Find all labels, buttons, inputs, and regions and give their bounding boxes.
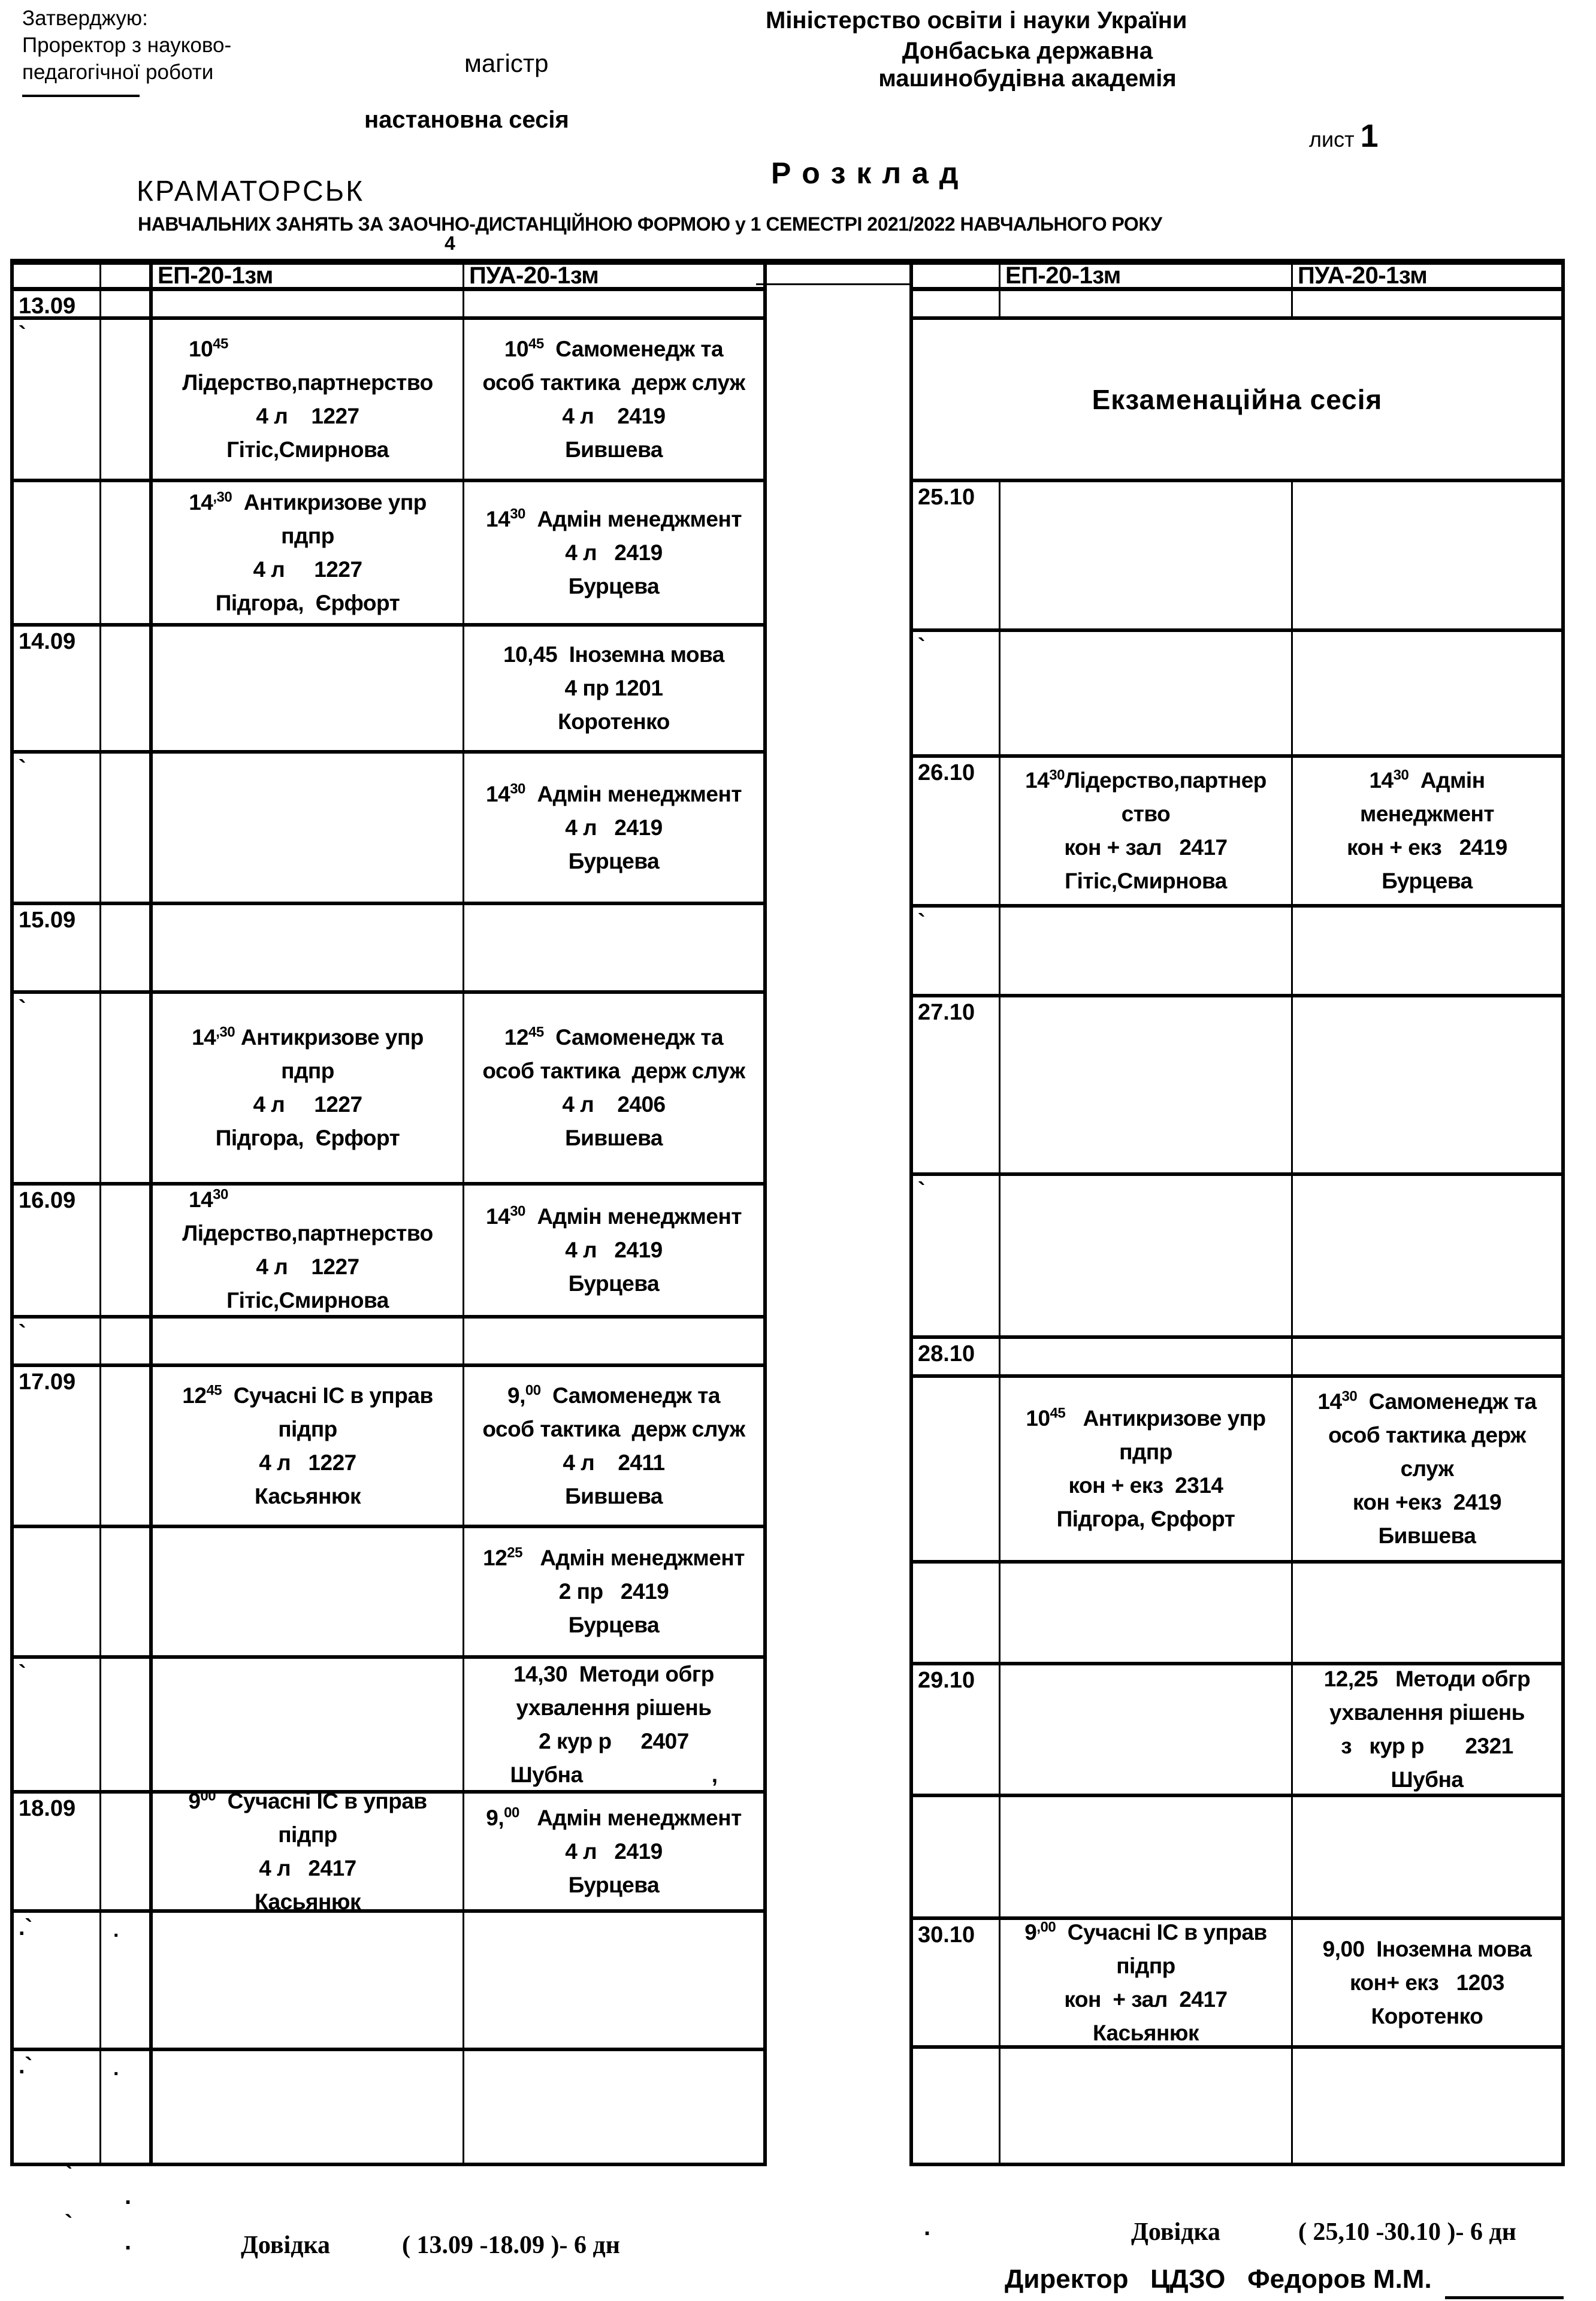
lesson-line: кон + зал 2417 xyxy=(1064,835,1228,860)
lesson-line: особ тактика держ служ xyxy=(482,1059,745,1083)
lesson-cell-pua xyxy=(464,291,763,316)
lesson-cell-pua xyxy=(1293,1797,1561,1916)
lesson-line: $14^{30}$ Адмін менеджмент xyxy=(486,506,742,531)
table-row xyxy=(913,758,1561,908)
lesson-line: ухвалення рішень xyxy=(516,1695,712,1720)
lesson-line: ухвалення рішень xyxy=(1329,1700,1525,1725)
table-row xyxy=(913,1339,1561,1378)
lesson-line: 4 л 1227 xyxy=(256,1254,359,1279)
lesson-line: $14^{,30}$ Антикризове упр xyxy=(192,1024,424,1050)
table-row xyxy=(14,320,763,482)
table-row xyxy=(913,1797,1561,1920)
lesson-line: Бурцева xyxy=(568,573,660,598)
table-header-row xyxy=(913,262,1561,291)
lesson-line: 10,45 Іноземна мова xyxy=(503,642,724,667)
date-cell xyxy=(913,1797,1000,1916)
lesson-cell-ep xyxy=(153,482,464,623)
table-row xyxy=(14,627,763,754)
academy-line: машинобудівна академія xyxy=(878,65,1177,92)
spacer-cell xyxy=(101,627,153,750)
lesson-cell-ep xyxy=(1000,758,1293,904)
lesson-cell-ep xyxy=(153,1186,464,1315)
session-type-label: настановна сесія xyxy=(364,107,569,133)
time-superscript: 45 xyxy=(213,335,228,352)
lesson-line: 9,00 Іноземна мова xyxy=(1322,1936,1532,1961)
approval-block xyxy=(22,5,231,86)
lesson-line: кон+ екз 1203 xyxy=(1349,1970,1504,1995)
lesson-cell-pua xyxy=(464,1913,763,2048)
lesson-line: Бурцева xyxy=(568,1613,660,1637)
lesson-line: 4 л 2419 xyxy=(562,403,666,428)
lesson-cell-pua xyxy=(1293,1339,1561,1374)
lesson-line: $10^{45}$ Самоменедж та xyxy=(504,335,724,361)
lesson-line: 2 кур р 2407 xyxy=(539,1728,689,1753)
lesson-cell-ep xyxy=(153,320,464,479)
header-date-cell xyxy=(14,265,101,287)
date-cell: 26.10 xyxy=(913,758,1000,904)
lesson-cell-ep xyxy=(153,1788,464,1914)
approval-line: Проректор з науково- xyxy=(22,34,232,57)
lesson-line: ство xyxy=(1121,802,1171,826)
table-row xyxy=(913,1176,1561,1339)
lesson-line: Шубна , xyxy=(510,1762,718,1787)
lesson-line: 9,00 Адмін менеджмент xyxy=(486,1804,742,1830)
lesson-line: Шубна xyxy=(1391,1767,1464,1792)
lesson-line: підпр xyxy=(278,1416,337,1441)
table-gap-top-border xyxy=(756,259,913,265)
date-cell xyxy=(14,1528,101,1655)
time-superscript: 25 xyxy=(507,1544,522,1561)
lesson-cell-pua xyxy=(1293,632,1561,754)
lesson-line: підпр xyxy=(278,1822,337,1847)
reference-range: ( 25,10 -30.10 )- 6 дн xyxy=(1298,2218,1516,2246)
spacer-cell: . xyxy=(101,1913,153,2048)
lesson-cell-ep xyxy=(1000,632,1293,754)
date-cell: ` xyxy=(14,1659,101,1790)
lesson-line: Касьянюк xyxy=(255,1483,361,1508)
spacer-cell xyxy=(101,1794,153,1909)
stray-mark: ` xyxy=(65,2211,73,2237)
sheet-number: 1 xyxy=(1360,118,1379,154)
lesson-line: Бившева xyxy=(565,437,663,462)
lesson-line: 4 л 2417 xyxy=(259,1855,356,1880)
lesson-line: Гітіс,Смирнова xyxy=(226,1288,389,1313)
lesson-line: підпр xyxy=(1116,1953,1175,1978)
table-row xyxy=(14,905,763,994)
lesson-line: $14^{,30}$ Антикризове упр xyxy=(189,489,427,515)
lesson-line: Коротенко xyxy=(558,709,670,734)
lesson-line: $10^{45}$ Антикризове упр xyxy=(1026,1405,1266,1431)
date-cell: ` xyxy=(14,320,101,479)
city-label: КРАМАТОРСЬК xyxy=(137,176,365,207)
lesson-line: Бившева xyxy=(1378,1523,1476,1548)
lesson-cell-ep xyxy=(153,1659,464,1790)
lesson-cell-pua xyxy=(464,1319,763,1363)
table-row xyxy=(14,994,763,1186)
spacer-cell xyxy=(101,994,153,1182)
spacer-cell xyxy=(101,1319,153,1363)
date-cell: ` xyxy=(913,632,1000,754)
lesson-cell-ep xyxy=(153,754,464,902)
lesson-line: служ xyxy=(1400,1456,1454,1481)
lesson-cell-pua xyxy=(464,1186,763,1315)
spacer-cell xyxy=(101,1186,153,1315)
lesson-cell-pua xyxy=(464,754,763,902)
lesson-cell-pua xyxy=(1293,758,1561,904)
lesson-cell-pua xyxy=(464,1528,763,1655)
lesson-cell-ep xyxy=(1000,1797,1293,1916)
date-cell xyxy=(913,291,1000,316)
table-row xyxy=(14,1528,763,1659)
lesson-line: 2 пр 2419 xyxy=(558,1579,669,1604)
lesson-line: кон +екз 2419 xyxy=(1352,1490,1502,1514)
time-superscript: 00 xyxy=(504,1804,519,1821)
lesson-line: 4 л 2419 xyxy=(565,540,663,565)
lesson-line: 4 пр 1201 xyxy=(564,676,663,700)
date-cell: 27.10 xyxy=(913,997,1000,1172)
lesson-line: $14^{30}$ Самоменедж та xyxy=(1317,1388,1537,1414)
lesson-line: $12^{45}$ Самоменедж та xyxy=(504,1024,724,1050)
stray-mark: . xyxy=(125,2229,132,2255)
table-header-row xyxy=(14,262,763,291)
lesson-line: Підгора, Єрфорт xyxy=(215,1126,400,1150)
lesson-line: менеджмент xyxy=(1359,802,1494,826)
table-row xyxy=(913,1920,1561,2049)
spacer-cell xyxy=(101,1659,153,1790)
lesson-line: Підгора, Єрфорт xyxy=(1056,1507,1235,1531)
time-superscript: ,30 xyxy=(216,1024,235,1041)
lesson-line: $14^{30}$ Адмін менеджмент xyxy=(486,781,742,806)
lesson-line: Лідерство,партнерство xyxy=(182,1221,433,1245)
lesson-cell-pua xyxy=(1293,1920,1561,2045)
time-superscript: ,00 xyxy=(1036,1919,1056,1936)
spacer-cell xyxy=(101,754,153,902)
stray-mark: . xyxy=(924,2214,931,2240)
lesson-cell-ep xyxy=(153,2051,464,2163)
date-cell: 14.09 xyxy=(14,627,101,750)
academy-title xyxy=(863,37,1192,92)
lesson-line: Бившева xyxy=(565,1483,663,1508)
lesson-cell-pua xyxy=(1293,1665,1561,1794)
lesson-line: $12^{25}$ Адмін менеджмент xyxy=(483,1544,745,1570)
lesson-line: 4 л 2419 xyxy=(565,1839,663,1864)
degree-label: магістр xyxy=(464,49,549,77)
lesson-line: Гітіс,Смирнова xyxy=(1065,869,1227,893)
spacer-cell xyxy=(101,482,153,623)
lesson-line: $14^{30}$ Адмін xyxy=(1369,767,1485,793)
table-row xyxy=(913,482,1561,632)
lesson-line: 9,00 Самоменедж та xyxy=(507,1382,720,1408)
lesson-line: кон + екз 2419 xyxy=(1347,835,1507,860)
lesson-line: Бурцева xyxy=(568,848,660,873)
date-cell: 28.10 xyxy=(913,1339,1000,1374)
lesson-cell-ep xyxy=(1000,1564,1293,1662)
table-row xyxy=(913,632,1561,758)
time-superscript: 00 xyxy=(200,1788,216,1804)
lesson-line: $9^{,00}$ Сучасні ІС в управ xyxy=(1024,1919,1267,1945)
lesson-line: пдпр xyxy=(281,523,334,548)
lesson-line: 4 л 1227 xyxy=(259,1450,356,1475)
date-cell: 29.10 xyxy=(913,1665,1000,1794)
table-row xyxy=(913,1378,1561,1564)
group-header-pua: ПУА-20-1зм xyxy=(469,262,599,289)
lesson-line: Бившева xyxy=(565,1126,663,1150)
approval-line: педагогічної роботи xyxy=(22,61,214,84)
reference-left xyxy=(241,2231,620,2260)
document-subtitle: НАВЧАЛЬНИХ ЗАНЯТЬ ЗА ЗАОЧНО-ДИСТАНЦІЙНОЮ ФОРМОЮ у 1 СЕМЕСТРІ 2021/2022 НАВЧАЛЬНОГО РОКУ xyxy=(138,213,1162,235)
lesson-cell-pua xyxy=(464,482,763,623)
lesson-cell-ep xyxy=(1000,1665,1293,1794)
date-cell: .` xyxy=(14,1913,101,2048)
sheet-label: лист xyxy=(1309,127,1355,152)
exam-session-banner: Екзаменаційна сесія xyxy=(1092,383,1383,415)
lesson-line: $10^{45}$ xyxy=(189,335,228,361)
table-row xyxy=(913,291,1561,320)
lesson-cell-ep xyxy=(1000,2049,1293,2163)
stray-mark: ` xyxy=(65,2161,73,2188)
lesson-cell-ep xyxy=(153,994,464,1182)
time-superscript: ,30 xyxy=(213,489,232,506)
reference-label: Довідка xyxy=(1131,2218,1221,2246)
lesson-cell-pua xyxy=(1293,1176,1561,1335)
date-cell: ` xyxy=(913,908,1000,994)
lesson-cell-ep xyxy=(1000,997,1293,1172)
lesson-line: Лідерство,партнерство xyxy=(182,370,433,395)
footnote-mark: 4 xyxy=(445,232,455,254)
lesson-cell-ep xyxy=(1000,1920,1293,2045)
date-cell: 18.09 xyxy=(14,1794,101,1909)
date-cell: ` xyxy=(913,1176,1000,1335)
time-superscript: 30 xyxy=(1393,767,1409,784)
lesson-cell-ep xyxy=(1000,908,1293,994)
table-row xyxy=(913,320,1561,482)
lesson-line: Коротенко xyxy=(1371,2003,1483,2028)
table-row xyxy=(913,1564,1561,1665)
lesson-line: Гітіс,Смирнова xyxy=(226,437,389,462)
reference-range: ( 13.09 -18.09 )- 6 дн xyxy=(402,2232,620,2259)
lesson-cell-ep xyxy=(153,627,464,750)
table-row xyxy=(14,1367,763,1528)
left-schedule-table xyxy=(10,259,767,2166)
director-underline xyxy=(1445,2296,1564,2299)
lesson-cell-pua xyxy=(464,1794,763,1909)
ministry-title: Міністерство освіти і науки України xyxy=(766,7,1187,34)
date-cell xyxy=(913,1564,1000,1662)
lesson-line: 4 л 2411 xyxy=(563,1450,665,1475)
lesson-line: Бурцева xyxy=(568,1872,660,1897)
spacer-cell: . xyxy=(101,2051,153,2163)
lesson-line: 4 л 2406 xyxy=(562,1092,666,1117)
time-superscript: 00 xyxy=(525,1382,541,1399)
lesson-line: $9^{00}$ Сучасні ІС в управ xyxy=(188,1788,427,1813)
lesson-cell-ep xyxy=(153,1913,464,2048)
lesson-cell-pua xyxy=(1293,1378,1561,1560)
lesson-cell-ep xyxy=(1000,291,1293,316)
header-date-cell xyxy=(913,265,1000,287)
lesson-cell-pua xyxy=(464,1659,763,1790)
lesson-line: пдпр xyxy=(1119,1440,1172,1464)
table-gap-header-border xyxy=(756,283,913,285)
lesson-cell-pua xyxy=(464,627,763,750)
lesson-line: Бурцева xyxy=(1382,869,1473,893)
lesson-cell-pua xyxy=(1293,482,1561,628)
lesson-line: Касьянюк xyxy=(255,1889,361,1914)
lesson-cell-pua xyxy=(464,2051,763,2163)
spacer-cell xyxy=(101,1528,153,1655)
lesson-cell-ep xyxy=(1000,1378,1293,1560)
stray-mark: . xyxy=(125,2183,132,2209)
spacer-cell xyxy=(101,1367,153,1525)
lesson-cell-ep xyxy=(153,291,464,316)
lesson-line: особ тактика держ служ xyxy=(482,1416,745,1441)
reference-right xyxy=(1131,2218,1516,2246)
time-superscript: 30 xyxy=(510,781,525,797)
time-superscript: 45 xyxy=(1050,1405,1066,1422)
lesson-line: Підгора, Єрфорт xyxy=(215,590,400,615)
lesson-line: кон + екз 2314 xyxy=(1068,1473,1223,1498)
table-row xyxy=(913,2049,1561,2163)
lesson-line: 4 л 2419 xyxy=(565,815,663,840)
lesson-line: 4 л 1227 xyxy=(256,403,359,428)
academy-line: Донбаська державна xyxy=(902,38,1153,64)
date-cell: 17.09 xyxy=(14,1367,101,1525)
lesson-cell-ep xyxy=(153,905,464,990)
table-row xyxy=(14,482,763,627)
date-cell: ` xyxy=(14,994,101,1182)
table-row xyxy=(14,1186,763,1319)
signature-line xyxy=(22,95,140,97)
lesson-line: 4 л 1227 xyxy=(253,557,362,582)
lesson-cell-ep xyxy=(1000,1176,1293,1335)
lesson-cell-pua xyxy=(464,1367,763,1525)
lesson-cell-ep xyxy=(153,1528,464,1655)
header-spacer-cell xyxy=(101,265,153,287)
date-cell: 16.09 xyxy=(14,1186,101,1315)
lesson-line: з кур р 2321 xyxy=(1341,1734,1513,1758)
table-row xyxy=(913,908,1561,997)
table-row xyxy=(14,754,763,905)
time-superscript: 30 xyxy=(1049,767,1065,784)
lesson-line: особ тактика держ служ xyxy=(482,370,745,395)
date-cell: 25.10 xyxy=(913,482,1000,628)
date-cell xyxy=(14,482,101,623)
spacer-cell xyxy=(101,320,153,479)
lesson-line: пдпр xyxy=(281,1059,334,1083)
approval-line: Затверджую: xyxy=(22,7,148,30)
time-superscript: 30 xyxy=(510,506,525,522)
table-row xyxy=(14,1659,763,1794)
date-cell: 13.09 xyxy=(14,291,101,316)
lesson-cell-pua xyxy=(1293,997,1561,1172)
lesson-line: $14^{30}$ xyxy=(189,1186,228,1212)
group-header-ep: ЕП-20-1зм xyxy=(153,265,464,287)
director-signature-line: Директор ЦДЗО Федоров М.М. xyxy=(1005,2264,1432,2294)
table-row xyxy=(913,1665,1561,1797)
time-superscript: 30 xyxy=(1341,1388,1358,1405)
lesson-cell-ep xyxy=(153,1319,464,1363)
lesson-cell-pua xyxy=(1293,2049,1561,2163)
lesson-cell-pua xyxy=(1293,291,1561,316)
table-row xyxy=(14,1319,763,1367)
lesson-line: кон + зал 2417 xyxy=(1064,1986,1228,2012)
lesson-cell-ep xyxy=(153,1367,464,1525)
lesson-cell-ep xyxy=(1000,1339,1293,1374)
lesson-cell-pua xyxy=(1293,908,1561,994)
date-cell xyxy=(913,1378,1000,1560)
date-cell: 15.09 xyxy=(14,905,101,990)
lesson-cell-ep xyxy=(1000,482,1293,628)
time-superscript: 45 xyxy=(528,1024,544,1041)
lesson-line: 4 л 2419 xyxy=(565,1238,663,1262)
table-row xyxy=(14,291,763,320)
lesson-line: 12,25 Методи обгр xyxy=(1323,1667,1531,1691)
lesson-line: $14^{30}$ Адмін менеджмент xyxy=(486,1203,742,1229)
time-superscript: 30 xyxy=(213,1186,228,1203)
date-cell xyxy=(913,2049,1000,2163)
date-cell: .` xyxy=(14,2051,101,2163)
lesson-cell-pua xyxy=(464,320,763,479)
date-cell: 30.10 xyxy=(913,1920,1000,2045)
table-row xyxy=(14,2051,763,2163)
spacer-cell xyxy=(101,291,153,316)
lesson-line: $14^{30}Лідерство,партнер$ xyxy=(1025,767,1266,793)
lesson-cell-pua xyxy=(464,905,763,990)
lesson-line: особ тактика держ xyxy=(1328,1423,1526,1447)
group-header-ep: ЕП-20-1зм xyxy=(1000,265,1293,287)
time-superscript: 45 xyxy=(528,335,544,352)
date-cell: ` xyxy=(14,754,101,902)
right-schedule-table xyxy=(909,259,1565,2166)
time-superscript: 30 xyxy=(510,1203,525,1220)
date-cell: ` xyxy=(14,1319,101,1363)
table-row xyxy=(913,997,1561,1176)
lesson-cell-pua xyxy=(1293,1564,1561,1662)
spacer-cell xyxy=(101,905,153,990)
table-row xyxy=(14,1788,763,1914)
document-title: Р о з к л а д xyxy=(771,156,960,190)
lesson-line: Бурцева xyxy=(568,1271,660,1296)
sheet-number-block xyxy=(1309,117,1379,155)
lesson-line: $12^{45}$ Сучасні ІС в управ xyxy=(182,1382,433,1408)
table-row xyxy=(14,1913,763,2051)
lesson-line: 14,30 Методи обгр xyxy=(513,1661,714,1686)
lesson-cell-pua xyxy=(464,994,763,1182)
group-header-pua: ПУА-20-1зм xyxy=(1298,262,1428,289)
lesson-line: 4 л 1227 xyxy=(253,1092,362,1117)
lesson-line: Касьянюк xyxy=(1093,2020,1199,2045)
time-superscript: 45 xyxy=(206,1382,222,1399)
reference-label: Довідка xyxy=(241,2232,331,2259)
